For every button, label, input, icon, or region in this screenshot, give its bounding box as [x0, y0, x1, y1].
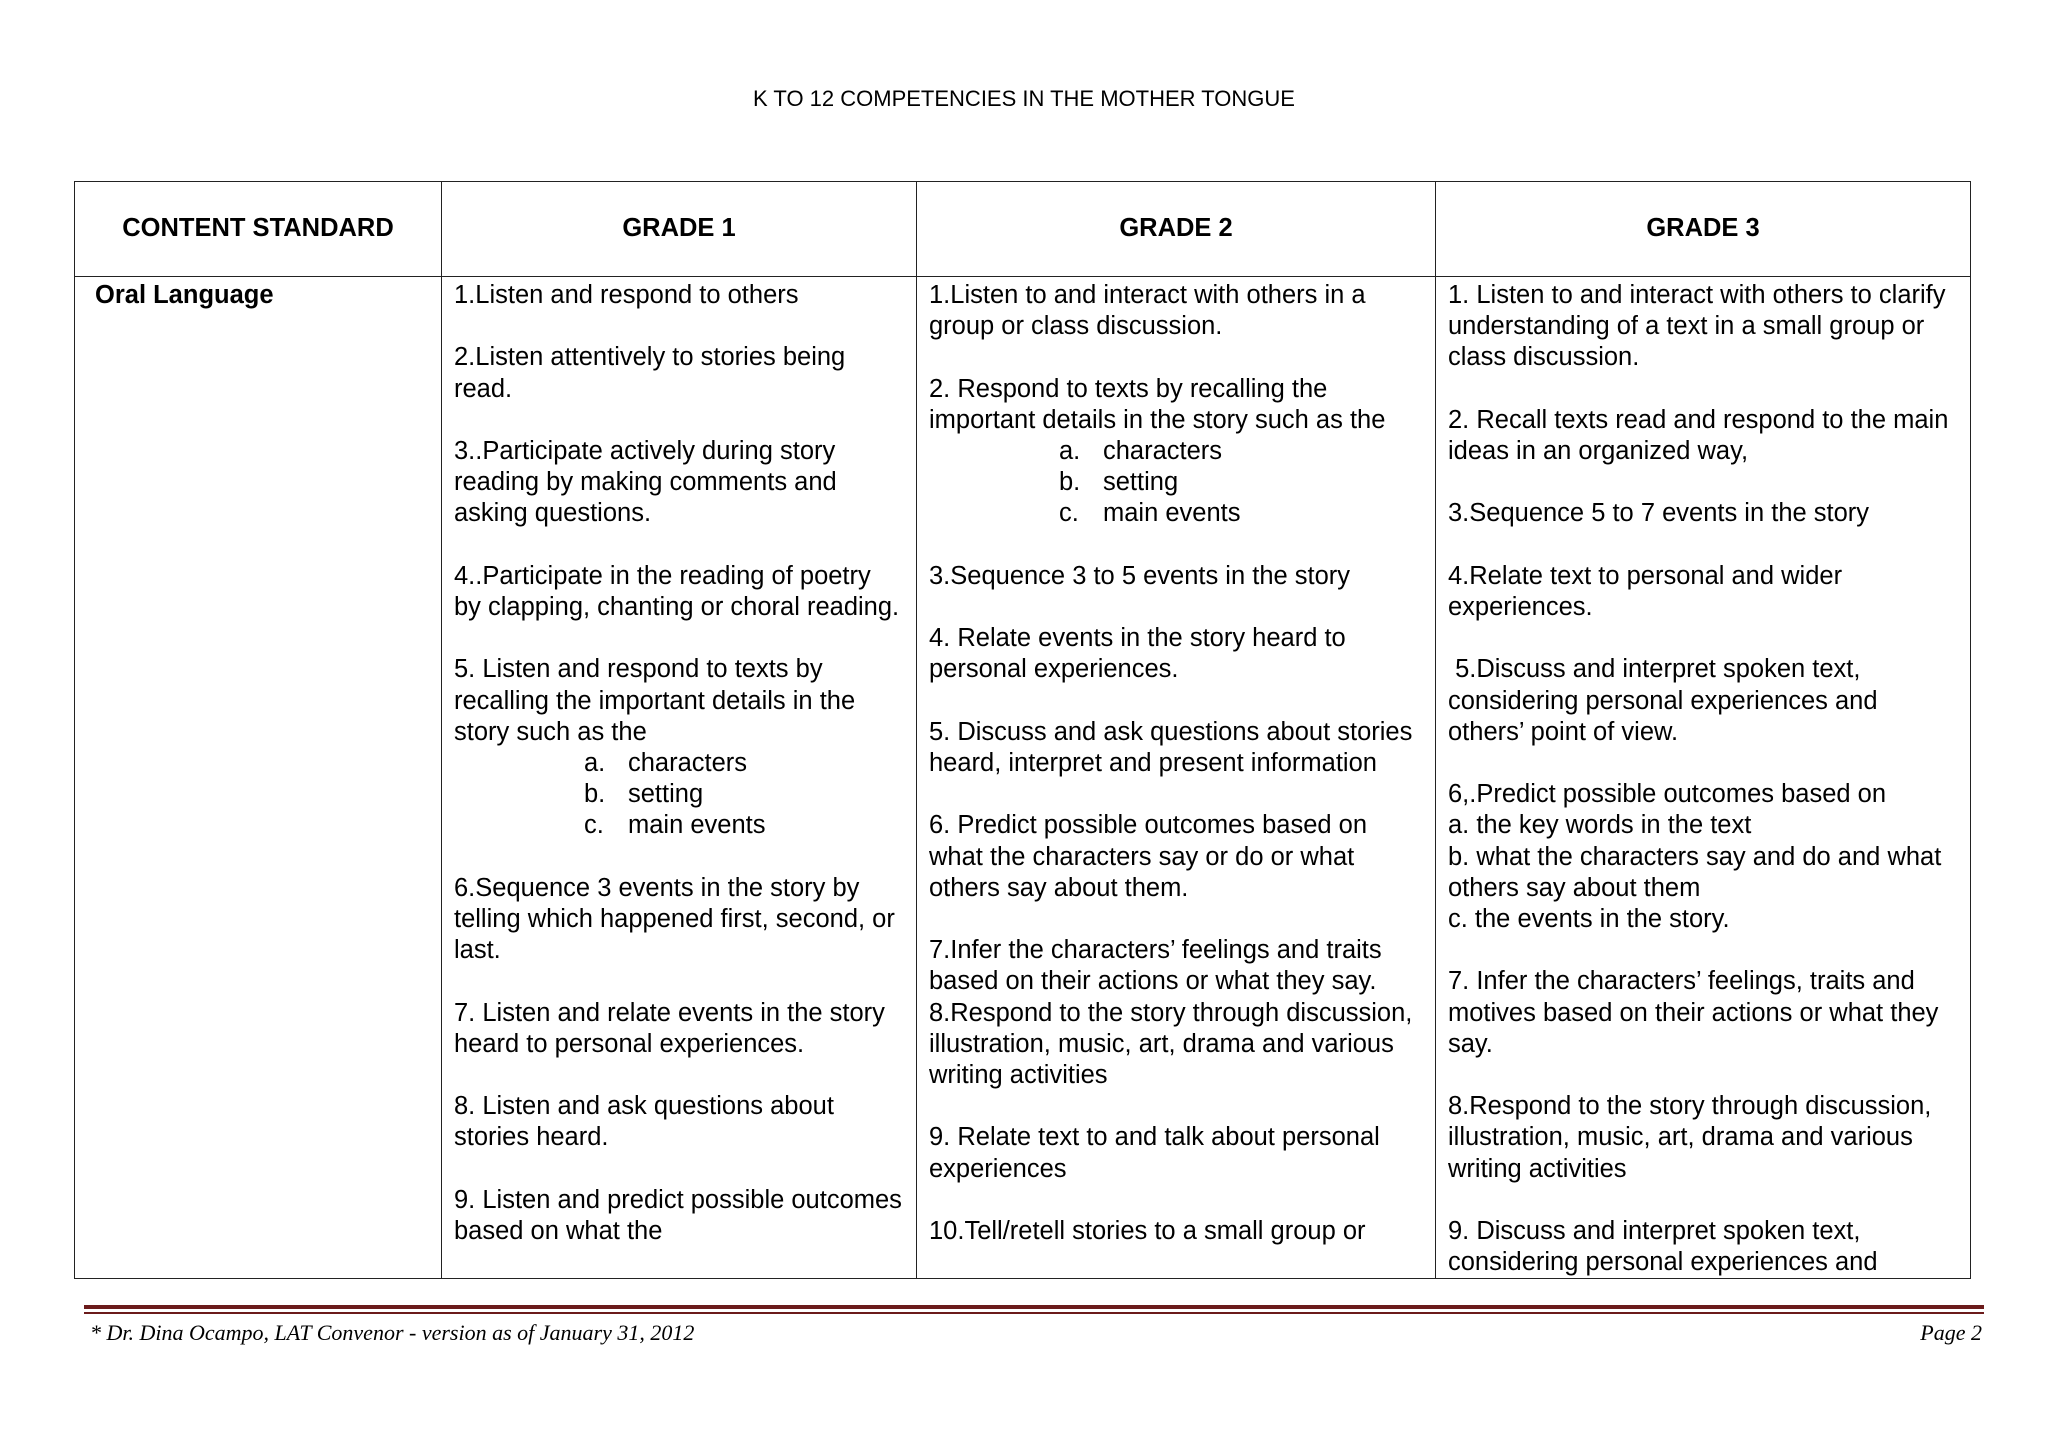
grade-2-item-3: 3.Sequence 3 to 5 events in the story — [929, 561, 1351, 590]
grade-3-cell — [1436, 277, 1971, 1279]
grade-3-item-5: 5.Discuss and interpret spoken text, considering personal experiences and others’ point of view. — [1448, 655, 1885, 746]
grade-1-item-8: 8. Listen and ask questions about stories heard. — [454, 1092, 834, 1152]
grade-1-subitem: c. main events — [584, 811, 766, 840]
grade-1-item-1: 1.Listen and respond to others — [454, 281, 799, 309]
grade-2-item-9: 9. Relate text to and talk about personal experiences — [929, 1123, 1380, 1183]
page-number: Page 2 — [1920, 1320, 1982, 1345]
grade-2-item-1: 1.Listen to and interact with others in a group or class discussion. — [929, 281, 1366, 341]
grade-3-item-6c: c. the events in the story. — [1448, 904, 1730, 933]
grade-1-cell — [442, 277, 917, 1279]
grade-3-item-3: 3.Sequence 5 to 7 events in the story — [1448, 499, 1870, 528]
grade-3-item-4: 4.Relate text to personal and wider experiences. — [1448, 561, 1843, 621]
grade-3-item-6b: b. what the characters say and do and what others say about them — [1448, 842, 1942, 902]
grade-3-item-6a: a. the key words in the text — [1448, 811, 1752, 840]
column-header-content-standard: CONTENT STANDARD — [75, 182, 442, 277]
grade-1-subitem: b. setting — [584, 780, 704, 809]
table-row — [75, 277, 1971, 1279]
column-header-grade-3: GRADE 3 — [1436, 182, 1971, 277]
grade-2-subitem: a. characters — [1059, 437, 1223, 465]
grade-2-item-6: 6. Predict possible outcomes based on what the characters say or do or what others say about them. — [929, 811, 1368, 902]
grade-3-item-6: 6,.Predict possible outcomes based on — [1448, 780, 1887, 809]
grade-2-item-7: 7.Infer the characters’ feelings and traits based on their actions or what they say. — [929, 936, 1382, 996]
footer-divider-thin — [84, 1312, 1984, 1314]
grade-1-item-2: 2.Listen attentively to stories being read. — [454, 343, 846, 403]
grade-1-item-7: 7. Listen and relate events in the story heard to personal experiences. — [454, 998, 885, 1058]
grade-2-item-4: 4. Relate events in the story heard to personal experiences. — [929, 624, 1346, 684]
grade-3-item-7: 7. Infer the characters’ feelings, traits and motives based on their actions or what they say. — [1448, 967, 1939, 1058]
footer-divider — [84, 1305, 1984, 1309]
grade-2-item-8: 8.Respond to the story through discussion, illustration, music, art, drama and various writing activities — [929, 998, 1413, 1089]
grade-3-item-8: 8.Respond to the story through discussion, illustration, music, art, drama and various writing activities — [1448, 1092, 1932, 1183]
competencies-table — [74, 181, 1971, 1279]
grade-3-item-1: 1. Listen to and interact with others to clarify understanding of a text in a small group or class discussion. — [1448, 281, 1946, 372]
content-standard-cell: Oral Language — [75, 277, 442, 1279]
table-header-row — [75, 182, 1971, 277]
grade-1-item-5: 5. Listen and respond to texts by recalling the important details in the story such as the — [454, 655, 856, 746]
grade-1-item-9: 9. Listen and predict possible outcomes based on what the — [454, 1185, 902, 1245]
footer-credit: * Dr. Dina Ocampo, LAT Convenor - version as of January 31, 2012 — [90, 1320, 695, 1345]
grade-1-item-3: 3..Participate actively during story reading by making comments and asking questions. — [454, 436, 837, 528]
grade-1-subitem: a. characters — [584, 748, 748, 777]
grade-3-item-9: 9. Discuss and interpret spoken text, considering personal experiences and — [1448, 1216, 1878, 1277]
grade-2-item-5: 5. Discuss and ask questions about stories heard, interpret and present information — [929, 717, 1413, 777]
grade-2-subitem: c. main events — [1059, 499, 1241, 528]
grade-1-item-4: 4..Participate in the reading of poetry by clapping, chanting or choral reading. — [454, 561, 900, 621]
grade-2-cell — [917, 277, 1436, 1279]
column-header-grade-1: GRADE 1 — [442, 182, 917, 277]
column-header-grade-2: GRADE 2 — [917, 182, 1436, 277]
grade-3-item-2: 2. Recall texts read and respond to the main ideas in an organized way, — [1448, 405, 1949, 465]
grade-1-item-6: 6.Sequence 3 events in the story by telling which happened first, second, or last. — [454, 873, 895, 965]
page-title: K TO 12 COMPETENCIES IN THE MOTHER TONGUE — [753, 86, 1295, 111]
grade-2-item-10: 10.Tell/retell stories to a small group or — [929, 1216, 1366, 1245]
grade-2-subitem: b. setting — [1059, 468, 1179, 497]
grade-2-item-2: 2. Respond to texts by recalling the important details in the story such as the — [929, 374, 1386, 434]
